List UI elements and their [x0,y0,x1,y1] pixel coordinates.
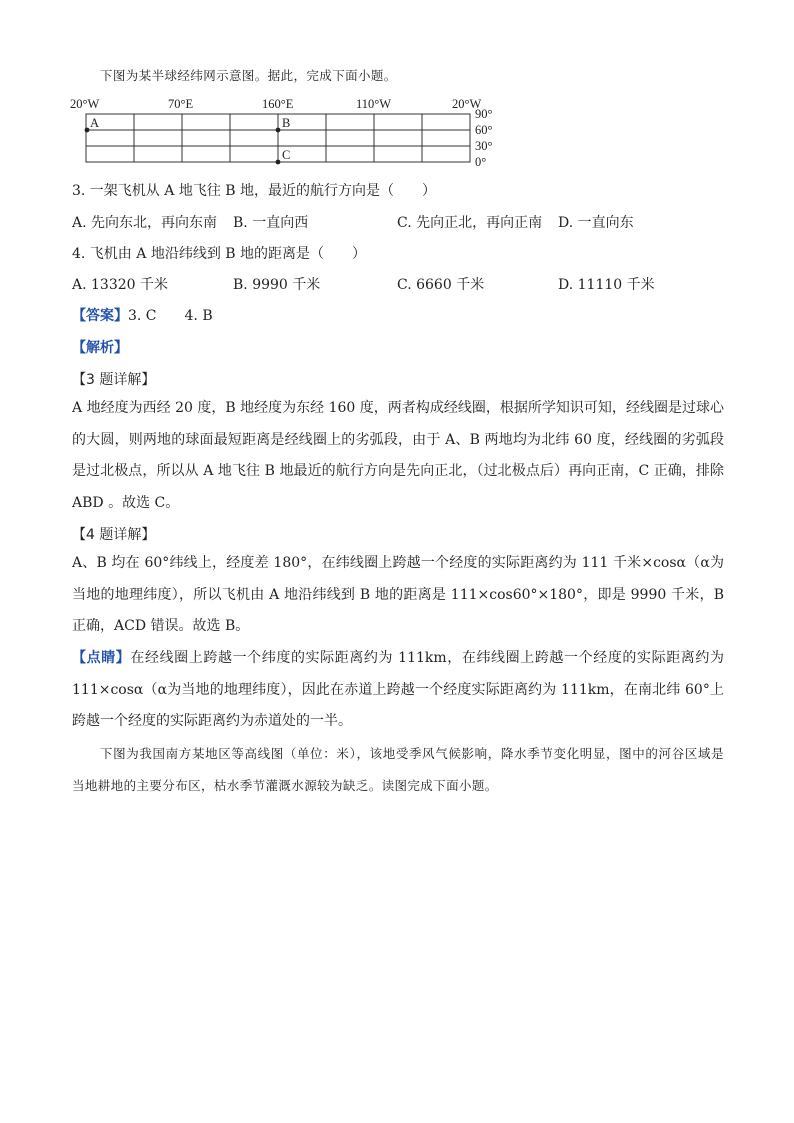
point-a-dot [85,128,90,133]
tip-tag: 【点睛】 [72,650,131,666]
lon-label-5: 20°W [452,97,482,111]
lat-label-0: 0° [475,155,487,169]
question-3-option-a: A. 先向东北，再向东南 [72,215,218,231]
lat-label-90: 90° [475,107,493,121]
question-4-stem: 4. 飞机由 A 地沿纬线到 B 地的距离是（ ） [72,246,367,262]
question-4-option-d: D. 11110 千米 [558,277,655,293]
detail-4-title: 【4 题详解】 [72,527,156,543]
answer-tag: 【答案】 [72,308,128,324]
lat-lon-grid-figure [66,96,506,174]
point-c-label: C [282,148,291,162]
lon-label-1: 20°W [70,97,100,111]
point-b-dot [276,128,281,133]
answer-text: 3. C 4. B [128,308,213,324]
detail-4-text: A、B 均在 60°纬线上，经度差 180°，在纬线圈上跨越一个经度的实际距离约为 111 千米×cosα（α为当地的地理纬度），所以飞机由 A 地沿纬线到 B 地的距离是 111×cos60°×180°，即是 9990 千米，B 正确，ACD 错误。故选 B。 [72,555,724,634]
analysis-tag: 【解析】 [72,340,128,356]
question-3-stem: 3. 一架飞机从 A 地飞往 B 地，最近的航行方向是（ ） [72,183,437,199]
question-4-option-c: C. 6660 千米 [397,277,485,293]
detail-3-title: 【3 题详解】 [72,372,156,388]
question-4-option-a: A. 13320 千米 [72,277,168,293]
point-a-label: A [90,116,100,130]
lat-label-30: 30° [475,139,493,153]
question-3-option-d: D. 一直向东 [558,215,634,231]
answer-line [72,308,213,324]
tip-text: 在经线圈上跨越一个纬度的实际距离约为 111km，在纬线圈上跨越一个经度的实际距离约为 111×cosα（α为当地的地理纬度），因此在赤道上跨越一个经度实际距离约为 111km，在南北纬 60°上跨越一个经度的实际距离约为赤道处的一半。 [72,650,724,729]
question-3-option-c: C. 先向正北，再向正南 [397,215,543,231]
intro-text-2: 下图为我国南方某地区等高线图（单位：米），该地受季风气候影响，降水季节变化明显，图中的河谷区域是当地耕地的主要分布区，枯水季节灌溉水源较为缺乏。读图完成下面小题。 [72,746,724,793]
question-4-option-b: B. 9990 千米 [233,277,321,293]
point-b-label: B [282,116,291,130]
detail-3-text: A 地经度为西经 20 度，B 地经度为东经 160 度，两者构成经线圈，根据所学知识可知，经线圈是过球心的大圆，则两地的球面最短距离是经线圈上的劣弧段，由于 A、B 两地均为北纬 60 度，经线圈的劣弧段是过北极点，所以从 A 地飞往 B 地最近的航行方向是先向正北，（过北极点后）再向正南，C 正确，排除 ABD 。故选 C。 [72,400,724,511]
tip-paragraph [72,643,724,738]
lon-label-2: 70°E [168,97,194,111]
lon-label-3: 160°E [262,97,294,111]
lat-label-60: 60° [475,123,493,137]
question-3-option-b: B. 一直向西 [233,215,309,231]
analysis-line [72,340,128,356]
point-c-dot [276,160,281,165]
intro-text-1: 下图为某半球经纬网示意图。据此，完成下面小题。 [100,68,397,83]
lon-label-4: 110°W [356,97,392,111]
